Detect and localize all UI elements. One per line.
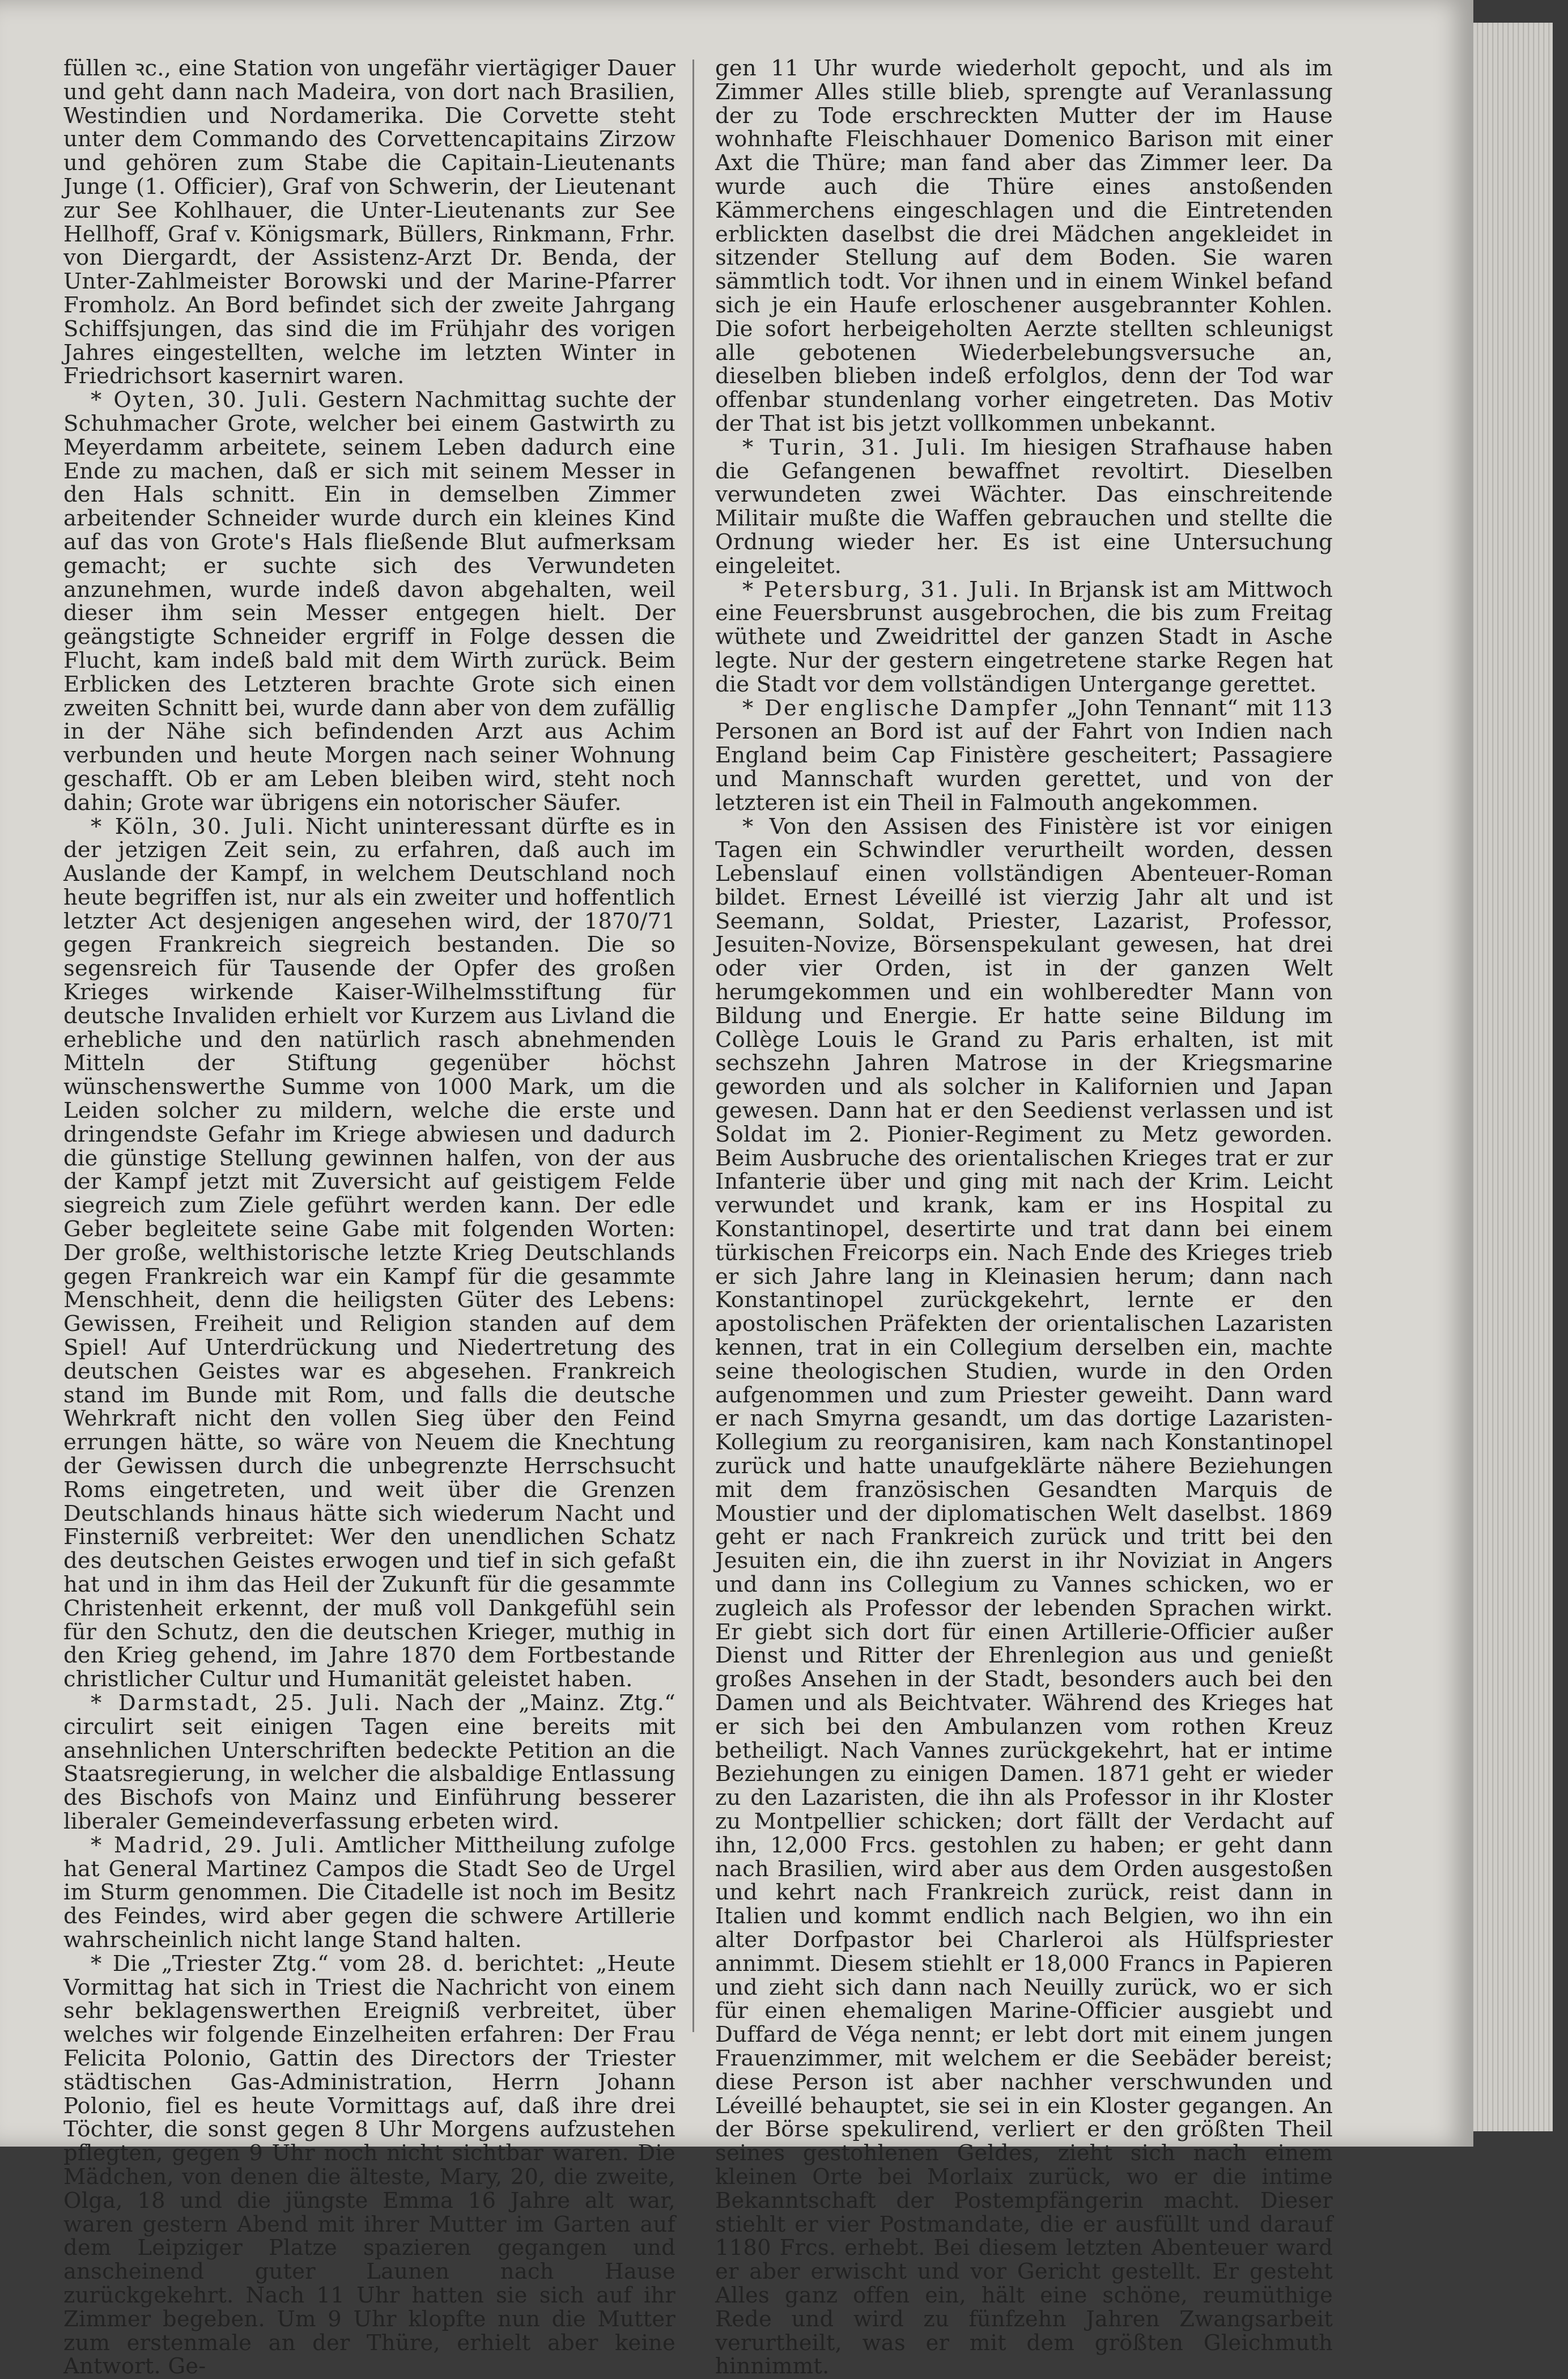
article-dateline: * Darmstadt, 25. Juli. xyxy=(91,1690,382,1716)
article-paragraph xyxy=(63,57,675,388)
right-column xyxy=(715,57,1333,2378)
article-body: Nicht uninteressant dürfte es in der jetzigen Zeit sein, zu erfahren, daß auch im Auslande der Kampf, in welchem Deutschland noch heute begriffen ist, nur als ein zweiter und hoffentlich letzter Act desjenigen angesehen wird, der 1870/71 gegen Frankreich siegreich bestanden. Die so segensreich für Tausende der Opfer des großen Krieges wirkende Kaiser-Wilhelmsstiftung für deutsche Invaliden erhielt vor Kurzem aus Livland die erhebliche und den natürlich rasch abnehmenden Mitteln der Stiftung gegenüber höchst wünschenswerthe Summe von 1000 Mark, um die Leiden solcher zu mildern, welche die erste und dringendste Gefahr im Kriege abwiesen und dadurch die günstige Stellung gewinnen halfen, von der aus der Kampf jetzt mit Zuversicht auf geistigem Felde siegreich zum Ziele geführt werden kann. Der edle Geber begleitete seine Gabe mit folgenden Worten: Der große, welthistorische letzte Krieg Deutschlands gegen Frankreich war ein Kampf für die gesammte Menschheit, denn die heiligsten Güter des Lebens: Gewissen, Freiheit und Religion standen auf dem Spiel! Auf Unterdrückung und Niedertretung des deutschen Geistes war es abgesehen. Frankreich stand im Bunde mit Rom, und falls die deutsche Wehrkraft nicht den vollen Sieg über den Feind errungen hätte, so wäre von Neuem die Knechtung der Gewissen durch die unbegrenzte Herrschsucht Roms eingetreten, und weit über die Grenzen Deutschlands hinaus hätte sich wiederum Nacht und Finsterniß verbreitet: Wer den unendlichen Schatz des deutschen Geistes erwogen und tief in sich gefaßt hat und in ihm das Heil der Zukunft für die gesammte Christenheit erkennt, der muß voll Dankgefühl sein für den Schutz, den die deutschen Krieger, muthig in den Krieg gehend, im Jahre 1870 dem Fortbestande christlicher Cultur und Humanität geleistet haben. xyxy=(63,814,675,1693)
article-paragraph xyxy=(715,578,1333,697)
article-body: Gestern Nachmittag suchte der Schuhmacher Grote, welcher bei einem Gastwirth zu Meyerdamm arbeitete, seinem Leben dadurch eine Ende zu machen, daß er sich mit seinem Messer in den Hals schnitt. Ein in demselben Zimmer arbeitender Schneider wurde durch ein kleines Kind auf das von Grote's Hals fließende Blut aufmerksam gemacht; er suchte sich des Verwundeten anzunehmen, wurde indeß davon abgehalten, weil dieser ihm sein Messer entgegen hielt. Der geängstigte Schneider ergriff in Folge dessen die Flucht, kam indeß bald mit dem Wirth zurück. Beim Erblicken des Letzteren brachte Grote sich einen zweiten Schnitt bei, wurde dann aber von dem zufällig in der Nähe sich befindenden Arzt aus Achim verbunden und heute Morgen nach seiner Wohnung geschafft. Ob er am Leben bleiben wird, steht noch dahin; Grote war übrigens ein notorischer Säufer. xyxy=(63,387,675,816)
article-body: Im hiesigen Strafhause haben die Gefangenen bewaffnet revoltirt. Dieselben verwundeten zwei Wächter. Das einschreitende Militair mußte die Waffen gebrauchen und stellte die Ordnung wieder her. Es ist eine Untersuchung eingeleitet. xyxy=(715,435,1333,579)
page-stack-edge xyxy=(1473,23,1553,2131)
article-paragraph xyxy=(715,697,1333,815)
article-dateline: * Petersburg, 31. Juli. xyxy=(742,577,1021,603)
article-body: „Heute Vormittag hat sich in Triest die Nachricht von einem sehr beklagenswerthen Ereigniß verbreitet, über welches wir folgende Einzelheiten erfahren: Der Frau Felicita Polonio, Gattin des Directors der Triester städtischen Gas-Administration, Herrn Johann Polonio, fiel es heute Vormittags auf, daß ihre drei Töchter, die sonst gegen 8 Uhr Morgens aufzustehen pflegten, gegen 9 Uhr noch nicht sichtbar waren. Die Mädchen, von denen die älteste, Mary, 20, die zweite, Olga, 18 und die jüngste Emma 16 Jahre alt war, waren gestern Abend mit ihrer Mutter im Garten auf dem Leipziger Platze spazieren gegangen und anscheinend guter Launen nach Hause zurückgekehrt. Nach 11 Uhr hatten sie sich auf ihr Zimmer begeben. Um 9 Uhr klopfte nun die Mutter zum erstenmale an der Thüre, erhielt aber keine Antwort. Ge- xyxy=(63,1951,675,2379)
article-dateline: * Der englische Dampfer xyxy=(742,696,1059,721)
article-paragraph xyxy=(63,1691,675,1834)
column-divider xyxy=(692,60,694,2032)
article-body: gen 11 Uhr wurde wiederholt gepocht, und als im Zimmer Alles stille blieb, sprengte auf Veranlassung der zu Tode erschreckten Mutter der im Hause wohnhafte Fleischhauer Domenico Barison mit einer Axt die Thüre; man fand aber das Zimmer leer. Da wurde auch die Thüre eines anstoßenden Kämmerchens eingeschlagen und die Eintretenden erblickten daselbst die drei Mädchen angekleidet in sitzender Stellung auf dem Boden. Sie waren sämmtlich todt. Vor ihnen und in einem Winkel befand sich je ein Haufe erloschener ausgebrannter Kohlen. Die sofort herbeigeholten Aerzte stellten schleunigst alle gebotenen Wiederbelebungsversuche an, dieselben blieben indeß erfolglos, denn der Tod war offenbar stundenlang vorher eingetreten. Das Motiv der That ist bis jetzt vollkommen unbekannt. xyxy=(715,56,1333,436)
article-paragraph xyxy=(715,436,1333,578)
article-paragraph xyxy=(63,815,675,1691)
left-column xyxy=(63,57,675,2378)
article-paragraph xyxy=(63,388,675,815)
article-dateline: * Madrid, 29. Juli. xyxy=(91,1833,326,1858)
article-body: In Brjansk ist am Mittwoch eine Feuersbrunst ausgebrochen, die bis zum Freitag wüthete und Zweidrittel der ganzen Stadt in Asche legte. Nur der gestern eingetretene starke Regen hat die Stadt vor dem vollständigen Untergange gerettet. xyxy=(715,577,1333,697)
article-dateline: * Köln, 30. Juli. xyxy=(91,814,295,839)
article-paragraph xyxy=(63,1834,675,1952)
article-body: * Von den Assisen des Finistère ist vor einigen Tagen ein Schwindler verurtheilt worden, dessen Lebenslauf einen vollständigen Abenteuer-Roman bildet. Ernest Léveillé ist vierzig Jahr alt und ist Seemann, Soldat, Priester, Lazarist, Professor, Jesuiten-Novize, Börsenspekulant gewesen, hat drei oder vier Orden, ist in der ganzen Welt herumgekommen und ein wohlberedter Mann von Bildung und Energie. Er hatte seine Bildung im Collège Louis le Grand zu Paris erhalten, ist mit sechszehn Jahren Matrose in der Kriegsmarine geworden und als solcher in Kalifornien und Japan gewesen. Dann hat er den Seedienst verlassen und ist Soldat im 2. Pionier-Regiment zu Metz geworden. Beim Ausbruche des orientalischen Krieges trat er zur Infanterie über und ging mit nach der Krim. Leicht verwundet und krank, kam er ins Hospital zu Konstantinopel, desertirte und trat dann bei einem türkischen Freicorps ein. Nach Ende des Krieges trieb er sich Jahre lang in Kleinasien herum; dann nach Konstantinopel zurückgekehrt, lernte er den apostolischen Präfekten der orientalischen Lazaristen kennen, trat in ein Collegium derselben ein, machte seine theologischen Studien, wurde in den Orden aufgenommen und zum Priester geweiht. Dann ward er nach Smyrna gesandt, um das dortige Lazaristen-Kollegium zu reorganisiren, kam nach Konstantinopel zurück und hatte unaufgeklärte nähere Beziehungen mit dem französischen Gesandten Marquis de Moustier und der diplomatischen Welt daselbst. 1869 geht er nach Frankreich zurück und tritt bei den Jesuiten ein, die ihn zuerst in ihr Noviziat in Angers und dann ins Collegium zu Vannes schicken, wo er zugleich als Professor der lebenden Sprachen wirkt. Er giebt sich dort für einen Artillerie-Officier außer Dienst und Ritter der Ehrenlegion aus und genießt großes Ansehen in der Stadt, besonders auch bei den Damen und als Beichtvater. Während des Krieges hat er sich bei den Ambulanzen vom rothen Kreuz betheiligt. Nach Vannes zurückgekehrt, hat er intime Beziehungen zu einigen Damen. 1871 geht er wieder zu den Lazaristen, die ihn als Professor in ihr Kloster zu Montpellier schicken; dort fällt der Verdacht auf ihn, 12,000 Frcs. gestohlen zu haben; er geht dann nach Brasilien, wird aber aus dem Orden ausgestoßen und kehrt nach Frankreich zurück, reist dann in Italien und kommt endlich nach Belgien, wo ihn ein alter Dorfpastor bei Charleroi als Hülfspriester annimmt. Diesem stiehlt er 18,000 Francs in Papieren und zieht sich dann nach Neuilly zurück, wo er sich für einen ehemaligen Marine-Officier ausgiebt und Duffard de Véga nennt; er lebt dort mit einem jungen Frauenzimmer, mit welchem er die Seebäder bereist; diese Person ist aber nachher verschwunden und Léveillé behauptet, sie sei in ein Kloster gegangen. An der Börse spekulirend, verliert er den größten Theil seines gestohlenen Geldes, zieht sich nach einem kleinen Orte bei Morlaix zurück, wo er die intime Bekanntschaft der Postempfängerin macht. Dieser stiehlt er vier Postmandate, die er ausfüllt und darauf 1180 Frcs. erhebt. Bei diesem letzten Abenteuer ward er aber erwischt und vor Gericht gestellt. Er gesteht Alles ganz offen ein, hält eine schöne, reumüthige Rede und wird zu fünfzehn Jahren Zwangsarbeit verurtheilt, was er mit dem größten Gleichmuth hinnimmt. xyxy=(715,814,1333,2379)
article-body: Nach der „Mainz. Ztg.“ circulirt seit einigen Tagen eine bereits mit ansehnlichen Unterschriften bedeckte Petition an die Staatsregierung, in welcher die alsbaldige Entlassung des Bischofs von Mainz und Einführung besserer liberaler Gemeindeverfassung erbeten wird. xyxy=(63,1690,675,1834)
article-paragraph xyxy=(63,1952,675,2378)
article-dateline: * Oyten, 30. Juli. xyxy=(91,387,309,413)
article-body: Amtlicher Mittheilung zufolge hat General Martinez Campos die Stadt Seo de Urgel im Sturm genommen. Die Citadelle ist noch im Besitz des Feindes, wird aber gegen die schwere Artillerie wahrscheinlich nicht lange Stand halten. xyxy=(63,1833,675,1953)
article-body: füllen ꝛc., eine Station von ungefähr viertägiger Dauer und geht dann nach Madeira, von dort nach Brasilien, Westindien und Nordamerika. Die Corvette steht unter dem Commando des Corvettencapitains Zirzow und gehören zum Stabe die Capitain-Lieutenants Junge (1. Officier), Graf von Schwerin, der Lieutenant zur See Kohlhauer, die Unter-Lieutenants zur See Hellhoff, Graf v. Königsmark, Büllers, Rinkmann, Frhr. von Diergardt, der Assistenz-Arzt Dr. Benda, der Unter-Zahlmeister Borowski und der Marine-Pfarrer Fromholz. An Bord befindet sich der zweite Jahrgang Schiffsjungen, das sind die im Frühjahr des vorigen Jahres eingestellten, welche im letzten Winter in Friedrichsort kasernirt waren. xyxy=(63,56,675,389)
article-dateline: * Turin, 31. Juli. xyxy=(742,435,968,460)
article-body: „John Tennant“ mit 113 Personen an Bord ist auf der Fahrt von Indien nach England beim Cap Finistère gescheitert; Passagiere und Mannschaft wurden gerettet, und von der letzteren ist ein Theil in Falmouth angekommen. xyxy=(715,696,1333,816)
article-paragraph xyxy=(715,57,1333,436)
article-dateline: * Die „Triester Ztg.“ vom 28. d. berichtet: xyxy=(91,1951,585,1977)
article-paragraph xyxy=(715,815,1333,2379)
